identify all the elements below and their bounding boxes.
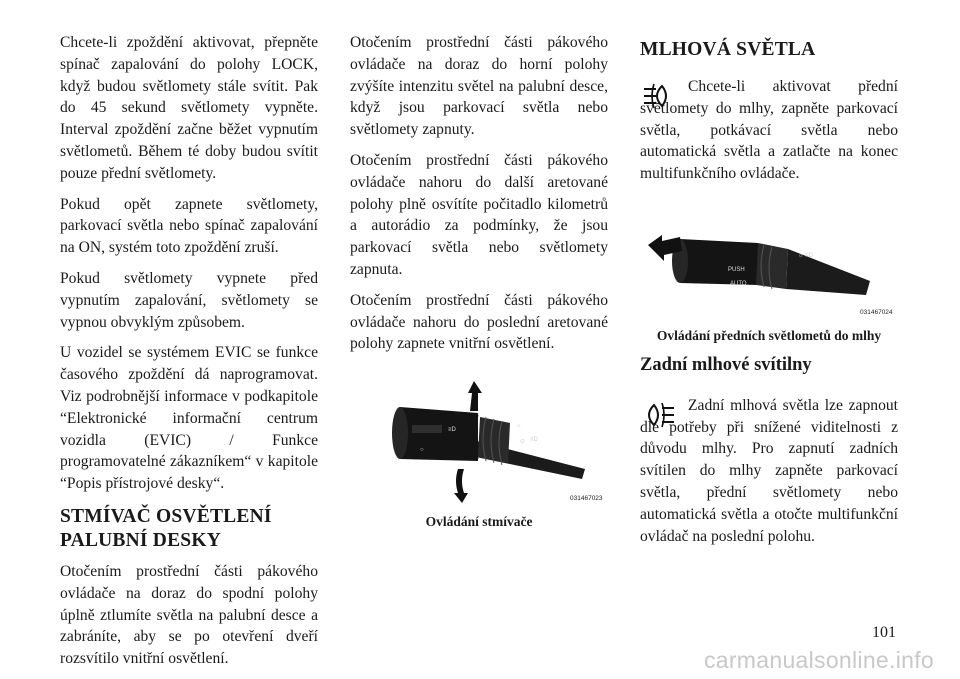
svg-text:☼ ≡D: ☼ ≡D [798,252,813,259]
column-left [60,32,318,679]
paragraph-delay-cancel: Pokud opět zapnete světlomety, parkovací světla nebo spínač zapalování na ON, systém toto zpoždění zruší. [60,195,318,257]
fog-lever-illustration [640,199,898,317]
paragraph-front-fog: Chcete-li aktivovat přední světlomety do mlhy, zapněte parkovací světla, potkávací světla nebo automatická světla a zatlačte na konec multifunkčního ovládače. [640,78,898,183]
column-middle [350,32,608,533]
figure-code: 031467024 [860,308,893,316]
paragraph-headlights-off: Pokud světlomety vypnete před vypnutím zapalování, světlomety se vypnou obvyklým způsobem. [60,269,318,331]
svg-text:PUSH: PUSH [728,266,745,273]
svg-text:☼: ☼ [516,423,522,430]
dimmer-caption: Ovládání stmívače [425,514,533,530]
figure-code: 031467023 [570,495,603,503]
watermark: carmanualsonline.info [703,647,934,673]
fog-figure [640,199,898,319]
svg-text:⊙: ⊙ [520,439,526,446]
heading-rear-fog: Zadní mlhové svítilny [640,354,812,375]
column-right [640,32,898,556]
paragraph-dimmer-up: Otočením prostřední části pákového ovládače na doraz do horní polohy zvýšíte intenzitu světel na palubní desce, když jsou parkovací světla nebo světlomety zapnuty. [350,34,608,139]
rear-fog-paragraph [640,395,898,548]
paragraph-rear-fog: Zadní mlhová světla lze zapnout dle potřeby při snížené viditelnosti z důvodu mlhy. Pro zapnutí zadních svítilen do mlhy zapněte parkovací světla, přední světlomety nebo automatická světla a otočte multifunkční ovládač na poslední polohu. [640,396,898,545]
dimmer-figure [350,377,608,509]
svg-text:≡D: ≡D [530,437,538,444]
front-fog-paragraph [640,76,898,185]
paragraph-dimmer-down: Otočením prostřední části pákového ovládače na doraz do spodní polohy úplně ztlumíte světla na palubní desce a zabráníte, aby se po otevření dveří rozsvítilo vnitřní osvětlení. [60,562,318,668]
svg-text:○: ○ [420,447,424,454]
fog-caption: Ovládání předních světlometů do mlhy [656,327,882,343]
rear-fog-icon [640,401,676,429]
paragraph-delay-activation: Chcete-li zpoždění aktivovat, přepněte spínač zapalování do polohy LOCK, když budou světlomety stále svítit. Pak do 45 sekund světlomety vypněte. Interval zpoždění začne běžet vypnutím světlometů. Během té doby budou svítit pouze přední světlomety. [60,34,318,182]
paragraph-dimmer-interior: Otočením prostřední části pákového ovládače nahoru do poslední aretované polohy zapnete vnitřní osvětlení. [350,291,608,353]
svg-text:≡D: ≡D [448,427,456,434]
paragraph-evic: U vozidel se systémem EVIC se funkce časového zpoždění dá naprogramovat. Viz podrobnější informace v podkapitole “Elektronické informační centrum vozidla (EVIC) / Funkce programovatelné zákazníkem“ v kapitole “Popis přístrojové desky“. [60,344,318,493]
svg-text:AUTO: AUTO [730,280,747,287]
heading-dimmer: STMÍVAČ OSVĚTLENÍ PALUBNÍ DESKY [60,505,272,551]
heading-fog-lights: MLHOVÁ SVĚTLA [640,39,816,60]
dimmer-lever-illustration [350,377,608,507]
front-fog-icon [640,82,676,110]
page-number: 101 [872,624,896,641]
paragraph-dimmer-full: Otočením prostřední části pákového ovládače nahoru do další aretované polohy plně osvítíte počitadlo kilometrů a autorádio za podmínky, že jsou parkovací světla nebo světlomety zapnuta. [350,151,608,278]
